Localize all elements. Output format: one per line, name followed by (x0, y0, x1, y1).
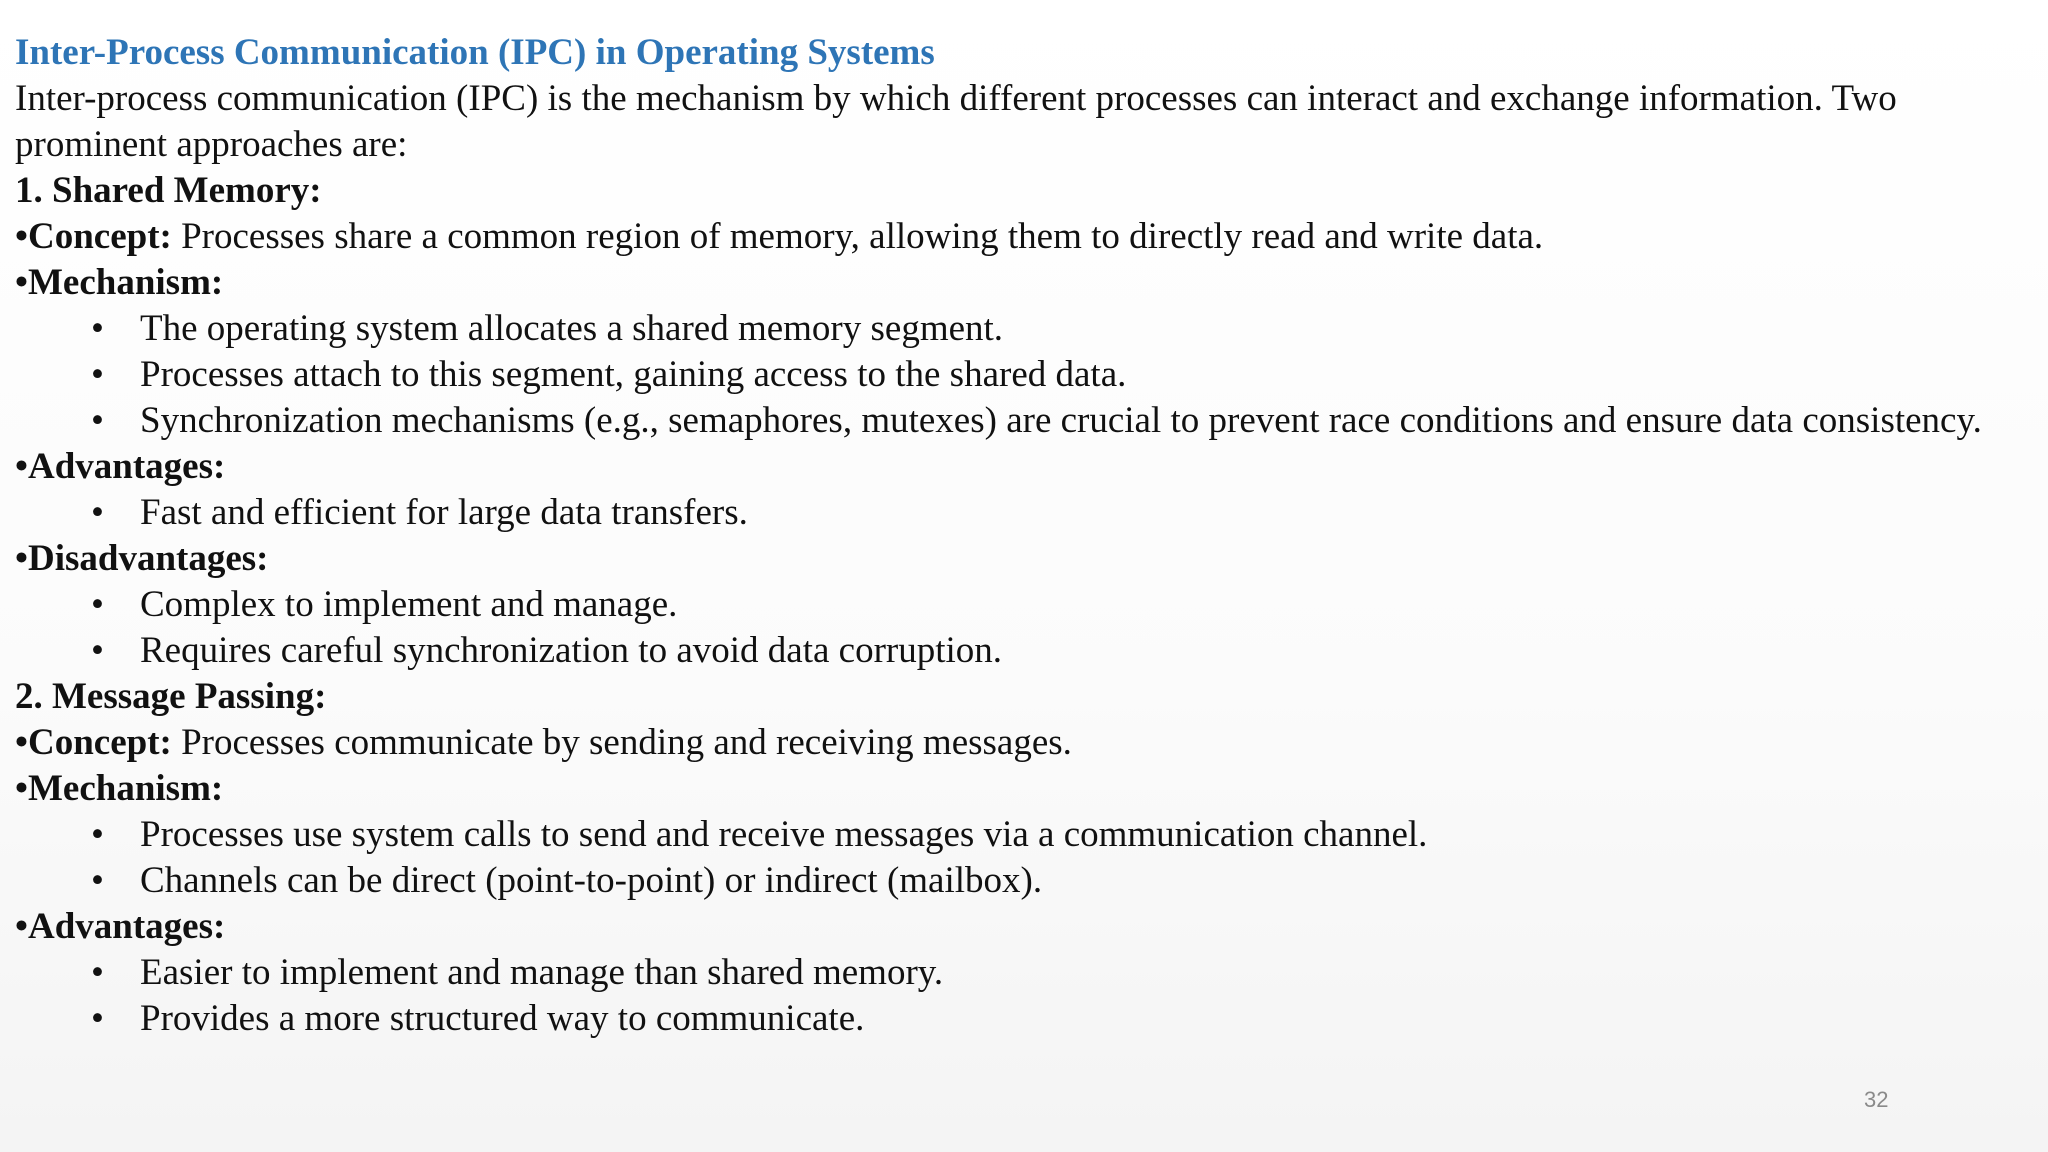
shared-memory-mechanism-heading (15, 260, 2015, 306)
shared-memory-concept (15, 214, 2015, 260)
list-item (15, 352, 1990, 398)
list-item (15, 582, 1990, 628)
advantages-label: Advantages: (27, 446, 226, 487)
list-item-text: Complex to implement and manage. (140, 584, 678, 625)
concept-label: Concept: (27, 216, 172, 257)
message-passing-concept (15, 720, 2015, 766)
concept-text: Processes communicate by sending and receiving messages. (171, 722, 1072, 763)
bullet-icon: • (15, 722, 28, 763)
mechanism-label: Mechanism: (27, 262, 224, 303)
bullet-icon: • (15, 216, 28, 257)
list-item (15, 398, 1990, 444)
message-passing-advantages-heading (15, 904, 2015, 950)
bullet-icon: • (91, 952, 104, 993)
list-item (15, 628, 1990, 674)
bullet-icon: • (91, 354, 104, 395)
shared-memory-disadvantages-heading (15, 536, 2015, 582)
bullet-icon: • (91, 584, 104, 625)
bullet-icon: • (91, 860, 104, 901)
list-item (15, 490, 1990, 536)
message-passing-mechanism-heading (15, 766, 2015, 812)
list-item-text: Easier to implement and manage than shared memory. (140, 952, 944, 993)
list-item (15, 812, 1990, 858)
mechanism-label: Mechanism: (27, 768, 224, 809)
section-heading-shared-memory: 1. Shared Memory: (15, 170, 322, 211)
list-item (15, 306, 1990, 352)
slide-title: Inter-Process Communication (IPC) in Operating Systems (15, 32, 935, 73)
list-item-text: Synchronization mechanisms (e.g., semaphores, mutexes) are crucial to prevent race conditions and ensure data consistency. (140, 400, 1982, 441)
bullet-icon: • (91, 998, 104, 1039)
bullet-icon: • (91, 308, 104, 349)
list-item-text: Requires careful synchronization to avoid data corruption. (140, 630, 1003, 671)
list-item-text: Provides a more structured way to communicate. (140, 998, 865, 1039)
list-item (15, 858, 1990, 904)
bullet-icon: • (91, 400, 104, 441)
bullet-icon: • (15, 906, 28, 947)
disadvantages-label: Disadvantages: (27, 538, 269, 579)
shared-memory-advantages-heading (15, 444, 2015, 490)
bullet-icon: • (91, 630, 104, 671)
list-item-text: Channels can be direct (point-to-point) or indirect (mailbox). (140, 860, 1043, 901)
list-item (15, 950, 1990, 996)
list-item-text: The operating system allocates a shared memory segment. (140, 308, 1004, 349)
advantages-label: Advantages: (27, 906, 226, 947)
list-item-text: Processes attach to this segment, gaining access to the shared data. (140, 354, 1127, 395)
page-number: 32 (1864, 1087, 1889, 1112)
list-item (15, 996, 1990, 1042)
bullet-icon: • (15, 768, 28, 809)
concept-text: Processes share a common region of memory, allowing them to directly read and write data. (171, 216, 1544, 257)
list-item-text: Fast and efficient for large data transfers. (140, 492, 748, 533)
bullet-icon: • (91, 492, 104, 533)
concept-label: Concept: (27, 722, 172, 763)
intro-paragraph: Inter-process communication (IPC) is the mechanism by which different processes can interact and exchange information. Two prominent approaches are: (15, 78, 1897, 165)
list-item-text: Processes use system calls to send and receive messages via a communication channel. (140, 814, 1428, 855)
bullet-icon: • (91, 814, 104, 855)
section-heading-message-passing: 2. Message Passing: (15, 676, 327, 717)
bullet-icon: • (15, 262, 28, 303)
bullet-icon: • (15, 446, 28, 487)
bullet-icon: • (15, 538, 28, 579)
slide-content (15, 30, 2015, 1042)
